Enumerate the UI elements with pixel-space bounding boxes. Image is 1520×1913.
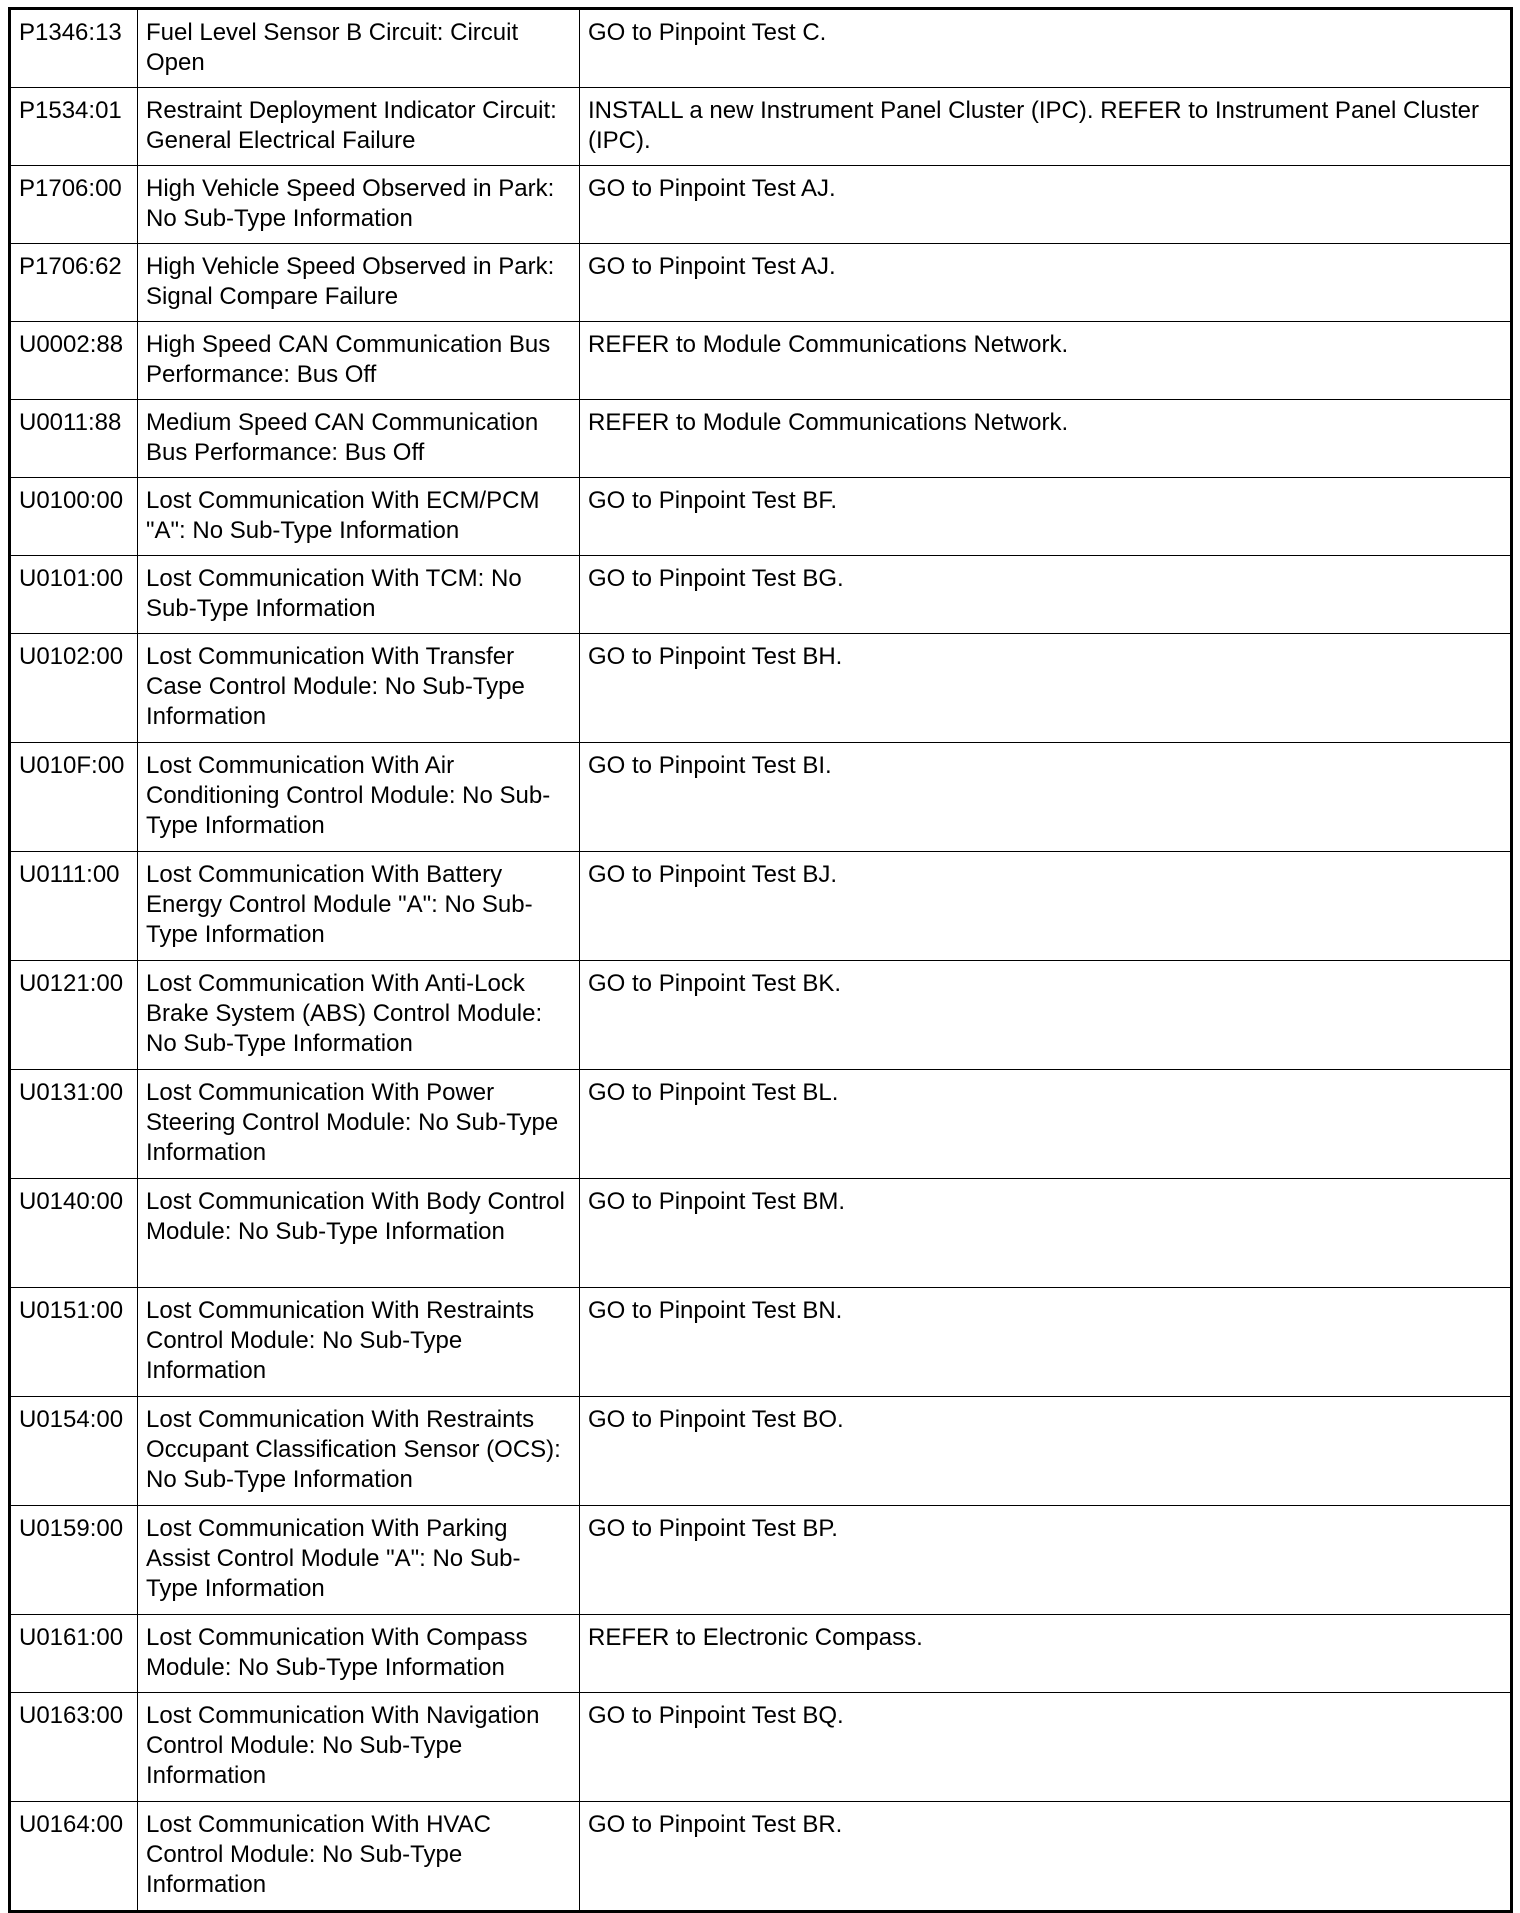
- table-row: [10, 556, 1512, 634]
- dtc-description-cell: Lost Communication With Navigation Control Module: No Sub-Type Information: [138, 1693, 580, 1802]
- table-row: [10, 1070, 1512, 1179]
- dtc-code-cell: U0154:00: [10, 1397, 138, 1506]
- dtc-description-cell: High Vehicle Speed Observed in Park: No Sub-Type Information: [138, 166, 580, 244]
- dtc-action-cell: GO to Pinpoint Test BO.: [580, 1397, 1512, 1506]
- dtc-description-cell: Lost Communication With Body Control Module: No Sub-Type Information: [138, 1179, 580, 1288]
- dtc-action-cell: GO to Pinpoint Test BG.: [580, 556, 1512, 634]
- dtc-action-cell: REFER to Module Communications Network.: [580, 400, 1512, 478]
- dtc-action-cell: INSTALL a new Instrument Panel Cluster (IPC). REFER to Instrument Panel Cluster (IPC).: [580, 88, 1512, 166]
- table-row: [10, 961, 1512, 1070]
- dtc-action-cell: GO to Pinpoint Test BR.: [580, 1802, 1512, 1912]
- dtc-code-cell: U0159:00: [10, 1506, 138, 1615]
- dtc-description-cell: Lost Communication With HVAC Control Module: No Sub-Type Information: [138, 1802, 580, 1912]
- table-row: [10, 166, 1512, 244]
- table-row: [10, 88, 1512, 166]
- dtc-code-cell: U0011:88: [10, 400, 138, 478]
- dtc-description-cell: Lost Communication With Compass Module: No Sub-Type Information: [138, 1615, 580, 1693]
- table-row: [10, 634, 1512, 743]
- dtc-code-cell: U0121:00: [10, 961, 138, 1070]
- table-row: [10, 743, 1512, 852]
- table-row: [10, 322, 1512, 400]
- dtc-description-cell: Lost Communication With ECM/PCM "A": No Sub-Type Information: [138, 478, 580, 556]
- dtc-code-cell: U0131:00: [10, 1070, 138, 1179]
- dtc-action-cell: GO to Pinpoint Test AJ.: [580, 244, 1512, 322]
- dtc-code-cell: U0151:00: [10, 1288, 138, 1397]
- dtc-code-cell: U0002:88: [10, 322, 138, 400]
- dtc-action-cell: GO to Pinpoint Test AJ.: [580, 166, 1512, 244]
- table-row: [10, 1506, 1512, 1615]
- dtc-description-cell: Lost Communication With Parking Assist Control Module "A": No Sub-Type Information: [138, 1506, 580, 1615]
- table-row: [10, 1288, 1512, 1397]
- table-row: [10, 478, 1512, 556]
- dtc-table-body: [10, 9, 1512, 1912]
- dtc-action-cell: REFER to Electronic Compass.: [580, 1615, 1512, 1693]
- dtc-action-cell: GO to Pinpoint Test BP.: [580, 1506, 1512, 1615]
- dtc-description-cell: Lost Communication With Anti-Lock Brake System (ABS) Control Module: No Sub-Type Information: [138, 961, 580, 1070]
- dtc-description-cell: High Vehicle Speed Observed in Park: Signal Compare Failure: [138, 244, 580, 322]
- dtc-description-cell: Lost Communication With Power Steering Control Module: No Sub-Type Information: [138, 1070, 580, 1179]
- dtc-code-cell: U0102:00: [10, 634, 138, 743]
- dtc-action-cell: GO to Pinpoint Test BI.: [580, 743, 1512, 852]
- dtc-code-cell: P1534:01: [10, 88, 138, 166]
- dtc-action-cell: GO to Pinpoint Test BQ.: [580, 1693, 1512, 1802]
- table-row: [10, 244, 1512, 322]
- dtc-action-cell: GO to Pinpoint Test BM.: [580, 1179, 1512, 1288]
- table-row: [10, 400, 1512, 478]
- dtc-code-cell: P1706:00: [10, 166, 138, 244]
- dtc-action-cell: GO to Pinpoint Test BH.: [580, 634, 1512, 743]
- dtc-code-cell: U0164:00: [10, 1802, 138, 1912]
- dtc-description-cell: Medium Speed CAN Communication Bus Performance: Bus Off: [138, 400, 580, 478]
- dtc-description-cell: Lost Communication With Battery Energy Control Module "A": No Sub-Type Information: [138, 852, 580, 961]
- dtc-action-cell: GO to Pinpoint Test C.: [580, 9, 1512, 88]
- dtc-code-cell: U0111:00: [10, 852, 138, 961]
- dtc-action-cell: GO to Pinpoint Test BF.: [580, 478, 1512, 556]
- dtc-action-cell: GO to Pinpoint Test BJ.: [580, 852, 1512, 961]
- dtc-description-cell: Lost Communication With Restraints Control Module: No Sub-Type Information: [138, 1288, 580, 1397]
- table-row: [10, 852, 1512, 961]
- table-row: [10, 1615, 1512, 1693]
- dtc-table: [8, 7, 1513, 1913]
- dtc-action-cell: REFER to Module Communications Network.: [580, 322, 1512, 400]
- dtc-code-cell: U0101:00: [10, 556, 138, 634]
- dtc-description-cell: Restraint Deployment Indicator Circuit: General Electrical Failure: [138, 88, 580, 166]
- dtc-code-cell: U0161:00: [10, 1615, 138, 1693]
- dtc-action-cell: GO to Pinpoint Test BK.: [580, 961, 1512, 1070]
- dtc-description-cell: Lost Communication With Air Conditioning Control Module: No Sub-Type Information: [138, 743, 580, 852]
- dtc-description-cell: High Speed CAN Communication Bus Performance: Bus Off: [138, 322, 580, 400]
- table-row: [10, 1802, 1512, 1912]
- table-row: [10, 1397, 1512, 1506]
- dtc-code-cell: U0100:00: [10, 478, 138, 556]
- dtc-action-cell: GO to Pinpoint Test BL.: [580, 1070, 1512, 1179]
- dtc-code-cell: U0140:00: [10, 1179, 138, 1288]
- table-row: [10, 9, 1512, 88]
- dtc-code-cell: U010F:00: [10, 743, 138, 852]
- dtc-code-cell: P1346:13: [10, 9, 138, 88]
- dtc-description-cell: Lost Communication With Restraints Occupant Classification Sensor (OCS): No Sub-Type Information: [138, 1397, 580, 1506]
- dtc-code-cell: U0163:00: [10, 1693, 138, 1802]
- dtc-description-cell: Lost Communication With Transfer Case Control Module: No Sub-Type Information: [138, 634, 580, 743]
- dtc-action-cell: GO to Pinpoint Test BN.: [580, 1288, 1512, 1397]
- dtc-description-cell: Fuel Level Sensor B Circuit: Circuit Open: [138, 9, 580, 88]
- dtc-description-cell: Lost Communication With TCM: No Sub-Type Information: [138, 556, 580, 634]
- table-row: [10, 1693, 1512, 1802]
- table-row: [10, 1179, 1512, 1288]
- dtc-code-cell: P1706:62: [10, 244, 138, 322]
